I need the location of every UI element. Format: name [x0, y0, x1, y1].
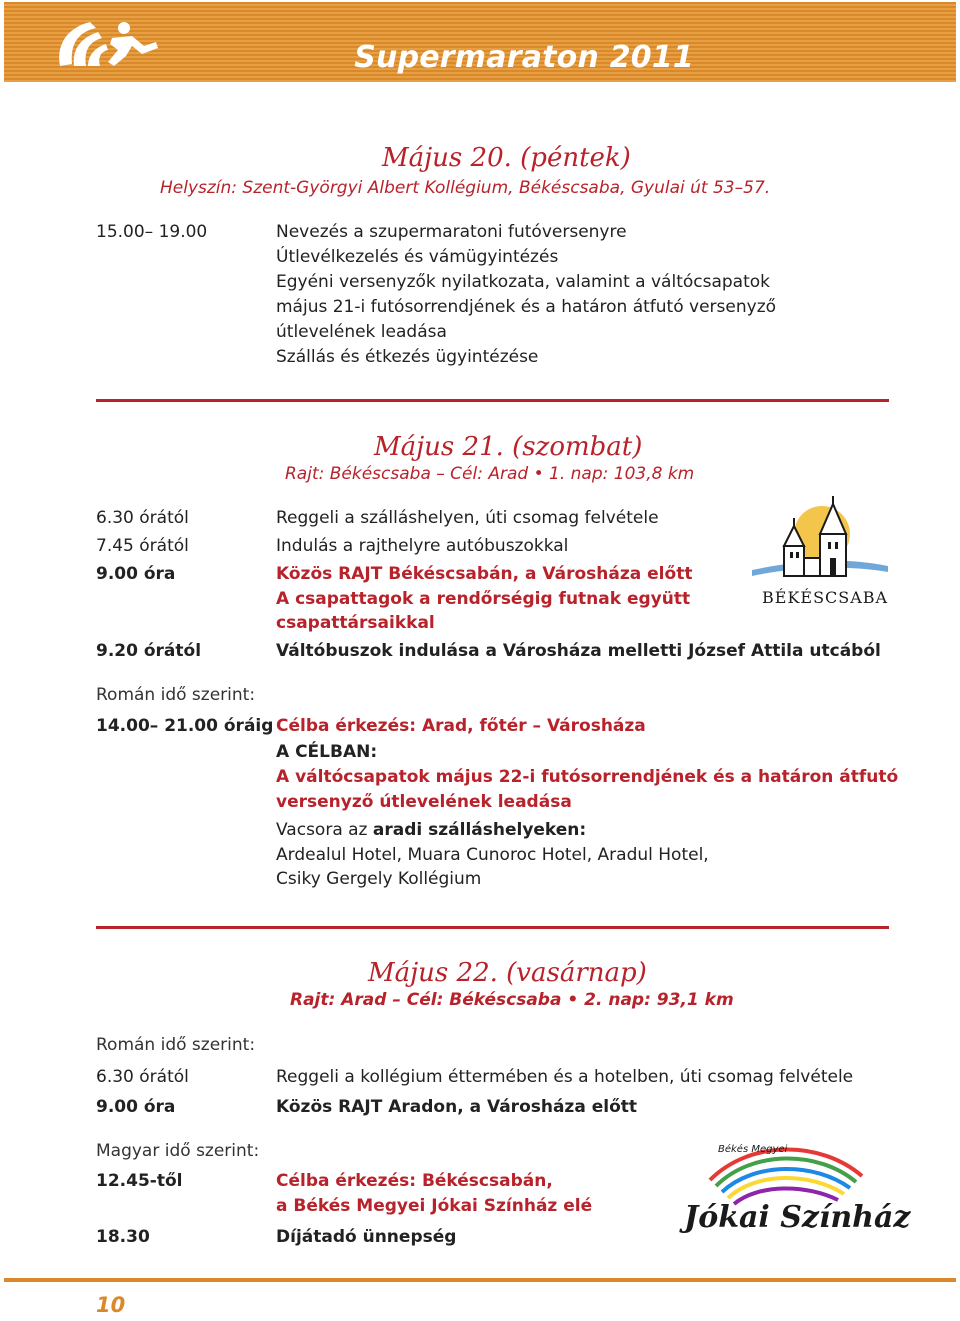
runner-logo-icon — [52, 16, 162, 72]
day3-title: Május 22. (vasárnap) — [368, 958, 647, 988]
hotel-line: Ardealul Hotel, Muara Cunoroc Hotel, Aradul Hotel, — [276, 845, 709, 865]
header-title: Supermaraton 2011 — [354, 40, 694, 75]
agenda-line: Szállás és étkezés ügyintézése — [276, 347, 539, 367]
section-divider — [96, 399, 889, 402]
event-text: Közös RAJT Békéscsabán, a Városháza előtt — [276, 564, 693, 584]
agenda-line: útlevelének leadása — [276, 322, 447, 342]
event-time: 9.00 óra — [96, 1097, 176, 1117]
footer-rule — [4, 1278, 956, 1282]
bekescsaba-church-icon — [750, 496, 890, 600]
day1-time: 15.00– 19.00 — [96, 222, 208, 242]
day2-route: Rajt: Békéscsaba – Cél: Arad • 1. nap: 103,8 km — [285, 464, 695, 484]
event-time: 18.30 — [96, 1227, 150, 1247]
event-time: 12.45-től — [96, 1171, 183, 1191]
event-time: 9.20 órától — [96, 641, 202, 661]
day3-route: Rajt: Arad – Cél: Békéscsaba • 2. nap: 93,1 km — [290, 990, 734, 1010]
agenda-line: Nevezés a szupermaratoni futóversenyre — [276, 222, 627, 242]
theatre-logo-arc-text: Békés Megyei — [718, 1144, 788, 1155]
event-text: Közös RAJT Aradon, a Városháza előtt — [276, 1097, 638, 1117]
event-time: 6.30 órától — [96, 1067, 189, 1087]
finish-line: Célba érkezés: Arad, főtér – Városháza — [276, 716, 646, 736]
agenda-line: május 21-i futósorrendjének és a határon átfutó versenyző — [276, 297, 777, 317]
day1-agenda — [276, 220, 776, 370]
agenda-line: Egyéni versenyzők nyilatkozata, valamint a váltócsapatok — [276, 272, 770, 292]
event-text: A csapattagok a rendőrségig futnak együtt — [276, 589, 691, 609]
city-logo-text: BÉKÉSCSABA — [762, 588, 889, 607]
timezone-label: Magyar idő szerint: — [96, 1141, 260, 1161]
page-number: 10 — [96, 1293, 126, 1317]
event-time: 7.45 órától — [96, 536, 189, 556]
finish-line: A váltócsapatok május 22-i futósorrendjének és a határon átfutó — [276, 767, 899, 787]
event-text: Díjátadó ünnepség — [276, 1227, 457, 1247]
day2-title: Május 21. (szombat) — [374, 432, 643, 462]
day1-venue: Helyszín: Szent-Györgyi Albert Kollégium, Békéscsaba, Gyulai út 53–57. — [160, 178, 771, 198]
day1-title: Május 20. (péntek) — [382, 143, 631, 173]
dinner-bold: aradi szálláshelyeken: — [372, 820, 587, 840]
event-time: 9.00 óra — [96, 564, 176, 584]
event-text: Célba érkezés: Békéscsabán, — [276, 1171, 553, 1191]
event-text: Indulás a rajthelyre autóbuszokkal — [276, 536, 569, 556]
event-text: Váltóbuszok indulása a Városháza melletti József Attila utcából — [276, 641, 881, 661]
event-time: 6.30 órától — [96, 508, 189, 528]
hotel-line: Csiky Gergely Kollégium — [276, 869, 482, 889]
finish-line: versenyző útlevelének leadása — [276, 792, 572, 812]
theatre-logo-text: Jókai Színház — [684, 1200, 911, 1235]
dinner-prefix: Vacsora az — [276, 820, 373, 840]
agenda-line: Útlevélkezelés és vámügyintézés — [276, 247, 559, 267]
finish-line: A CÉLBAN: — [276, 742, 378, 762]
section-divider — [96, 926, 889, 929]
timezone-label: Román idő szerint: — [96, 685, 256, 705]
event-text: Reggeli a szálláshelyen, úti csomag felvétele — [276, 508, 659, 528]
timezone-label: Román idő szerint: — [96, 1035, 256, 1055]
event-text: a Békés Megyei Jókai Színház elé — [276, 1196, 593, 1216]
finish-time: 14.00– 21.00 óráig — [96, 716, 274, 736]
event-text: csapattársaikkal — [276, 613, 435, 633]
event-text: Reggeli a kollégium éttermében és a hotelben, úti csomag felvétele — [276, 1067, 854, 1087]
dinner-line — [276, 818, 586, 843]
